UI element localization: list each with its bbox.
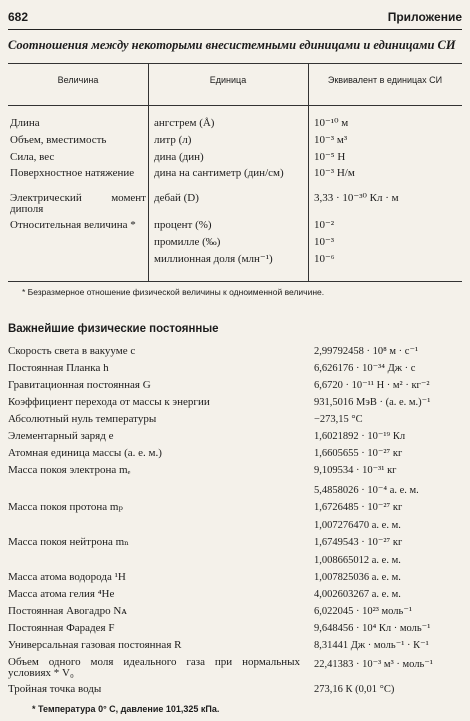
constant-value: 931,5016 МэВ · (а. е. м.)⁻¹	[314, 397, 431, 408]
constant-name: Масса атома водорода ¹H	[8, 571, 126, 583]
constant-value: 1,6021892 · 10⁻¹⁹ Кл	[314, 431, 406, 442]
constant-name: Элементарный заряд e	[8, 430, 114, 442]
unit-conversion-table	[8, 63, 462, 303]
constant-value: 1,6749543 · 10⁻²⁷ кг	[314, 537, 403, 548]
column-header-quantity: Величина	[57, 75, 99, 85]
constants-footnote: * Температура 0° С, давление 101,325 кПа.	[32, 704, 220, 714]
row-unit: промилле (‰)	[154, 236, 221, 248]
constant-value: 1,007276470 а. е. м.	[314, 520, 401, 531]
constant-name: Масса покоя протона mₚ	[8, 501, 123, 513]
constant-value: 8,31441 Дж · моль⁻¹ · К⁻¹	[314, 640, 429, 651]
row-equivalent: 10⁻³ м³	[314, 134, 348, 146]
row-equivalent: 10⁻²	[314, 219, 335, 231]
table-top-rule	[8, 63, 462, 64]
row-equivalent: 10⁻⁵ Н	[314, 151, 346, 163]
row-quantity: Поверхностное натяжение	[10, 167, 135, 179]
running-header	[8, 8, 462, 28]
constant-name: Постоянная Планка h	[8, 362, 109, 374]
row-equivalent: 10⁻⁶	[314, 253, 335, 265]
constant-value: 22,41383 · 10⁻³ м³ · моль⁻¹	[314, 659, 433, 670]
constant-name: Постоянная Фарадея F	[8, 622, 115, 634]
row-quantity: Электрический момент диполя	[10, 192, 146, 215]
constant-name: Коэффициент перехода от массы к энергии	[8, 396, 210, 408]
row-equivalent: 10⁻³ Н/м	[314, 167, 355, 179]
constant-name: Абсолютный нуль температуры	[8, 413, 157, 425]
row-equivalent: 10⁻³	[314, 236, 335, 248]
column-header-unit: Единица	[209, 75, 247, 85]
constant-value: 1,007825036 а. е. м.	[314, 572, 401, 583]
section-title: Приложение	[387, 10, 462, 24]
table-header-rule	[8, 105, 462, 106]
constant-value: 6,6720 · 10⁻¹¹ Н · м² · кг⁻²	[314, 380, 430, 391]
constant-value: 273,16 К (0,01 °С)	[314, 684, 395, 695]
table-bottom-rule	[8, 281, 462, 282]
constant-value: 4,002603267 а. е. м.	[314, 589, 401, 600]
constant-value: 6,022045 · 10²³ моль⁻¹	[314, 606, 413, 617]
header-rule	[8, 29, 462, 30]
constant-value: 5,4858026 · 10⁻⁴ а. е. м.	[314, 485, 419, 496]
constant-value: 1,6605655 · 10⁻²⁷ кг	[314, 448, 403, 459]
row-equivalent: 3,33 · 10⁻³⁰ Кл · м	[314, 192, 399, 204]
constant-name: Масса покоя нейтрона mₙ	[8, 536, 129, 548]
row-unit: дебай (D)	[154, 192, 199, 204]
row-quantity: Длина	[10, 117, 40, 129]
unit-table-footnote: * Безразмерное отношение физической величины к одноименной величине.	[22, 287, 325, 297]
unit-table-title: Соотношения между некоторыми внесистемными единицами и единицами СИ	[8, 38, 456, 52]
row-unit: литр (л)	[154, 134, 192, 146]
constant-name: Скорость света в вакууме c	[8, 345, 136, 357]
row-quantity: Сила, вес	[10, 151, 55, 163]
constant-name: Масса покоя электрона mₑ	[8, 464, 131, 476]
constant-value: 9,648456 · 10⁴ Кл · моль⁻¹	[314, 623, 431, 634]
constant-name: Универсальная газовая постоянная R	[8, 639, 182, 651]
constant-value: 6,626176 · 10⁻³⁴ Дж · с	[314, 363, 416, 374]
table-col-divider	[308, 63, 309, 281]
row-equivalent: 10⁻¹⁰ м	[314, 117, 349, 129]
row-quantity: Объем, вместимость	[10, 134, 107, 146]
row-unit: дина на сантиметр (дин/см)	[154, 167, 284, 179]
row-unit: ангстрем (Å)	[154, 117, 215, 129]
page-number: 682	[8, 10, 29, 24]
row-unit: миллионная доля (млн⁻¹)	[154, 253, 273, 265]
constant-name: Масса атома гелия ⁴He	[8, 588, 115, 600]
constant-value: 2,99792458 · 10⁸ м · с⁻¹	[314, 346, 419, 357]
constant-name: Атомная единица массы (а. е. м.)	[8, 447, 162, 459]
constant-name: Тройная точка воды	[8, 683, 102, 695]
column-header-si: Эквивалент в единицах СИ	[327, 75, 443, 85]
constant-name: Объем одного моля идеального газа при нормальных условиях * V₀	[8, 656, 300, 679]
table-col-divider	[148, 63, 149, 281]
constants-title: Важнейшие физические постоянные	[8, 323, 219, 335]
constant-value: −273,15 °С	[314, 414, 363, 425]
row-quantity: Относительная величина *	[10, 219, 136, 231]
constant-name: Гравитационная постоянная G	[8, 379, 151, 391]
row-unit: процент (%)	[154, 219, 212, 231]
row-unit: дина (дин)	[154, 151, 204, 163]
constant-name: Постоянная Авогадро Nᴀ	[8, 605, 127, 617]
constant-value: 9,109534 · 10⁻³¹ кг	[314, 465, 397, 476]
constant-value: 1,008665012 а. е. м.	[314, 555, 401, 566]
constant-value: 1,6726485 · 10⁻²⁷ кг	[314, 502, 403, 513]
